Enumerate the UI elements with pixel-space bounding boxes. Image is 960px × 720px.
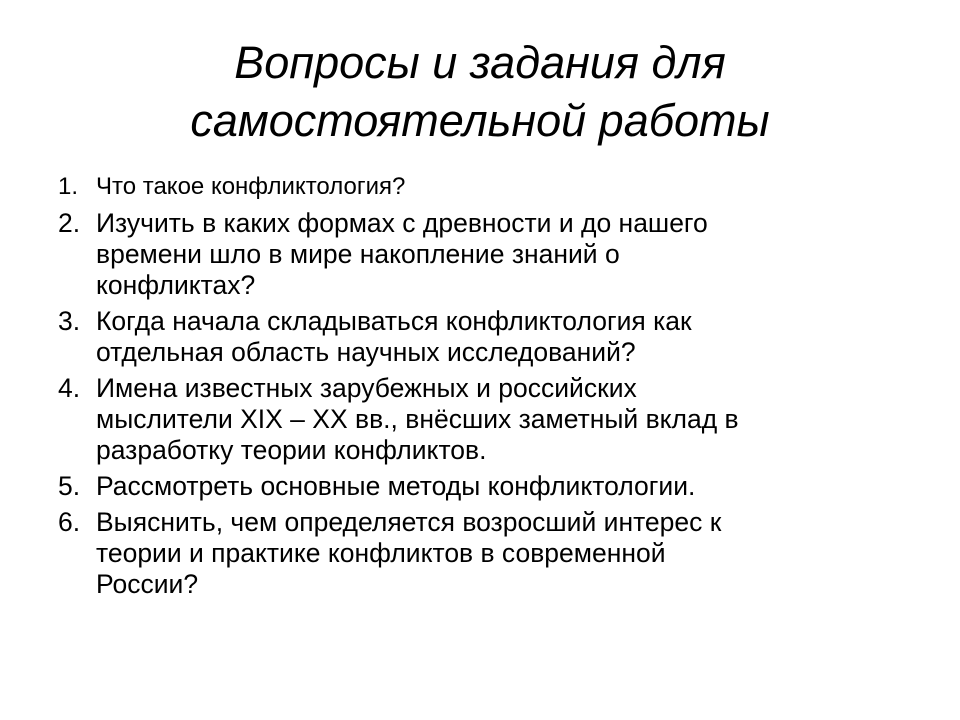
- question-item-5: [58, 471, 918, 502]
- question-text-line: конфликтах?: [96, 270, 256, 300]
- question-text-line: Что такое конфликтология?: [96, 173, 406, 200]
- question-text-line: Имена известных зарубежных и российских: [96, 373, 637, 403]
- question-text-line: отдельная область научных исследований?: [96, 337, 636, 367]
- question-text-line: разработку теории конфликтов.: [96, 435, 487, 465]
- question-number: 2.: [58, 208, 81, 238]
- question-item-6: [58, 507, 918, 600]
- question-number: 3.: [58, 306, 81, 336]
- question-text-line: Изучить в каких формах с древности и до нашего: [96, 208, 708, 238]
- question-number: 1.: [58, 173, 79, 200]
- slide-title-line-2: самостоятельной работы: [190, 95, 770, 146]
- question-text-line: времени шло в мире накопление знаний о: [96, 239, 620, 269]
- question-text-line: Рассмотреть основные методы конфликтологии.: [96, 471, 696, 501]
- question-item-3: [58, 306, 918, 368]
- question-text-line: Когда начала складываться конфликтология как: [96, 306, 692, 336]
- question-text-line: Выяснить, чем определяется возросший интерес к: [96, 507, 722, 537]
- questions-list: [58, 171, 918, 605]
- question-item-1: [58, 171, 918, 202]
- question-number: 5.: [58, 471, 81, 501]
- question-item-4: [58, 373, 918, 466]
- question-text-line: мыслители XIX – XX вв., внёсших заметный вклад в: [96, 404, 739, 434]
- question-item-2: [58, 208, 918, 301]
- slide-title-line-1: Вопросы и задания для: [234, 37, 726, 88]
- question-text-line: теории и практике конфликтов в современной: [96, 538, 666, 568]
- question-number: 6.: [58, 507, 81, 537]
- slide-title: [0, 34, 960, 150]
- question-number: 4.: [58, 373, 81, 403]
- question-text-line: России?: [96, 569, 199, 599]
